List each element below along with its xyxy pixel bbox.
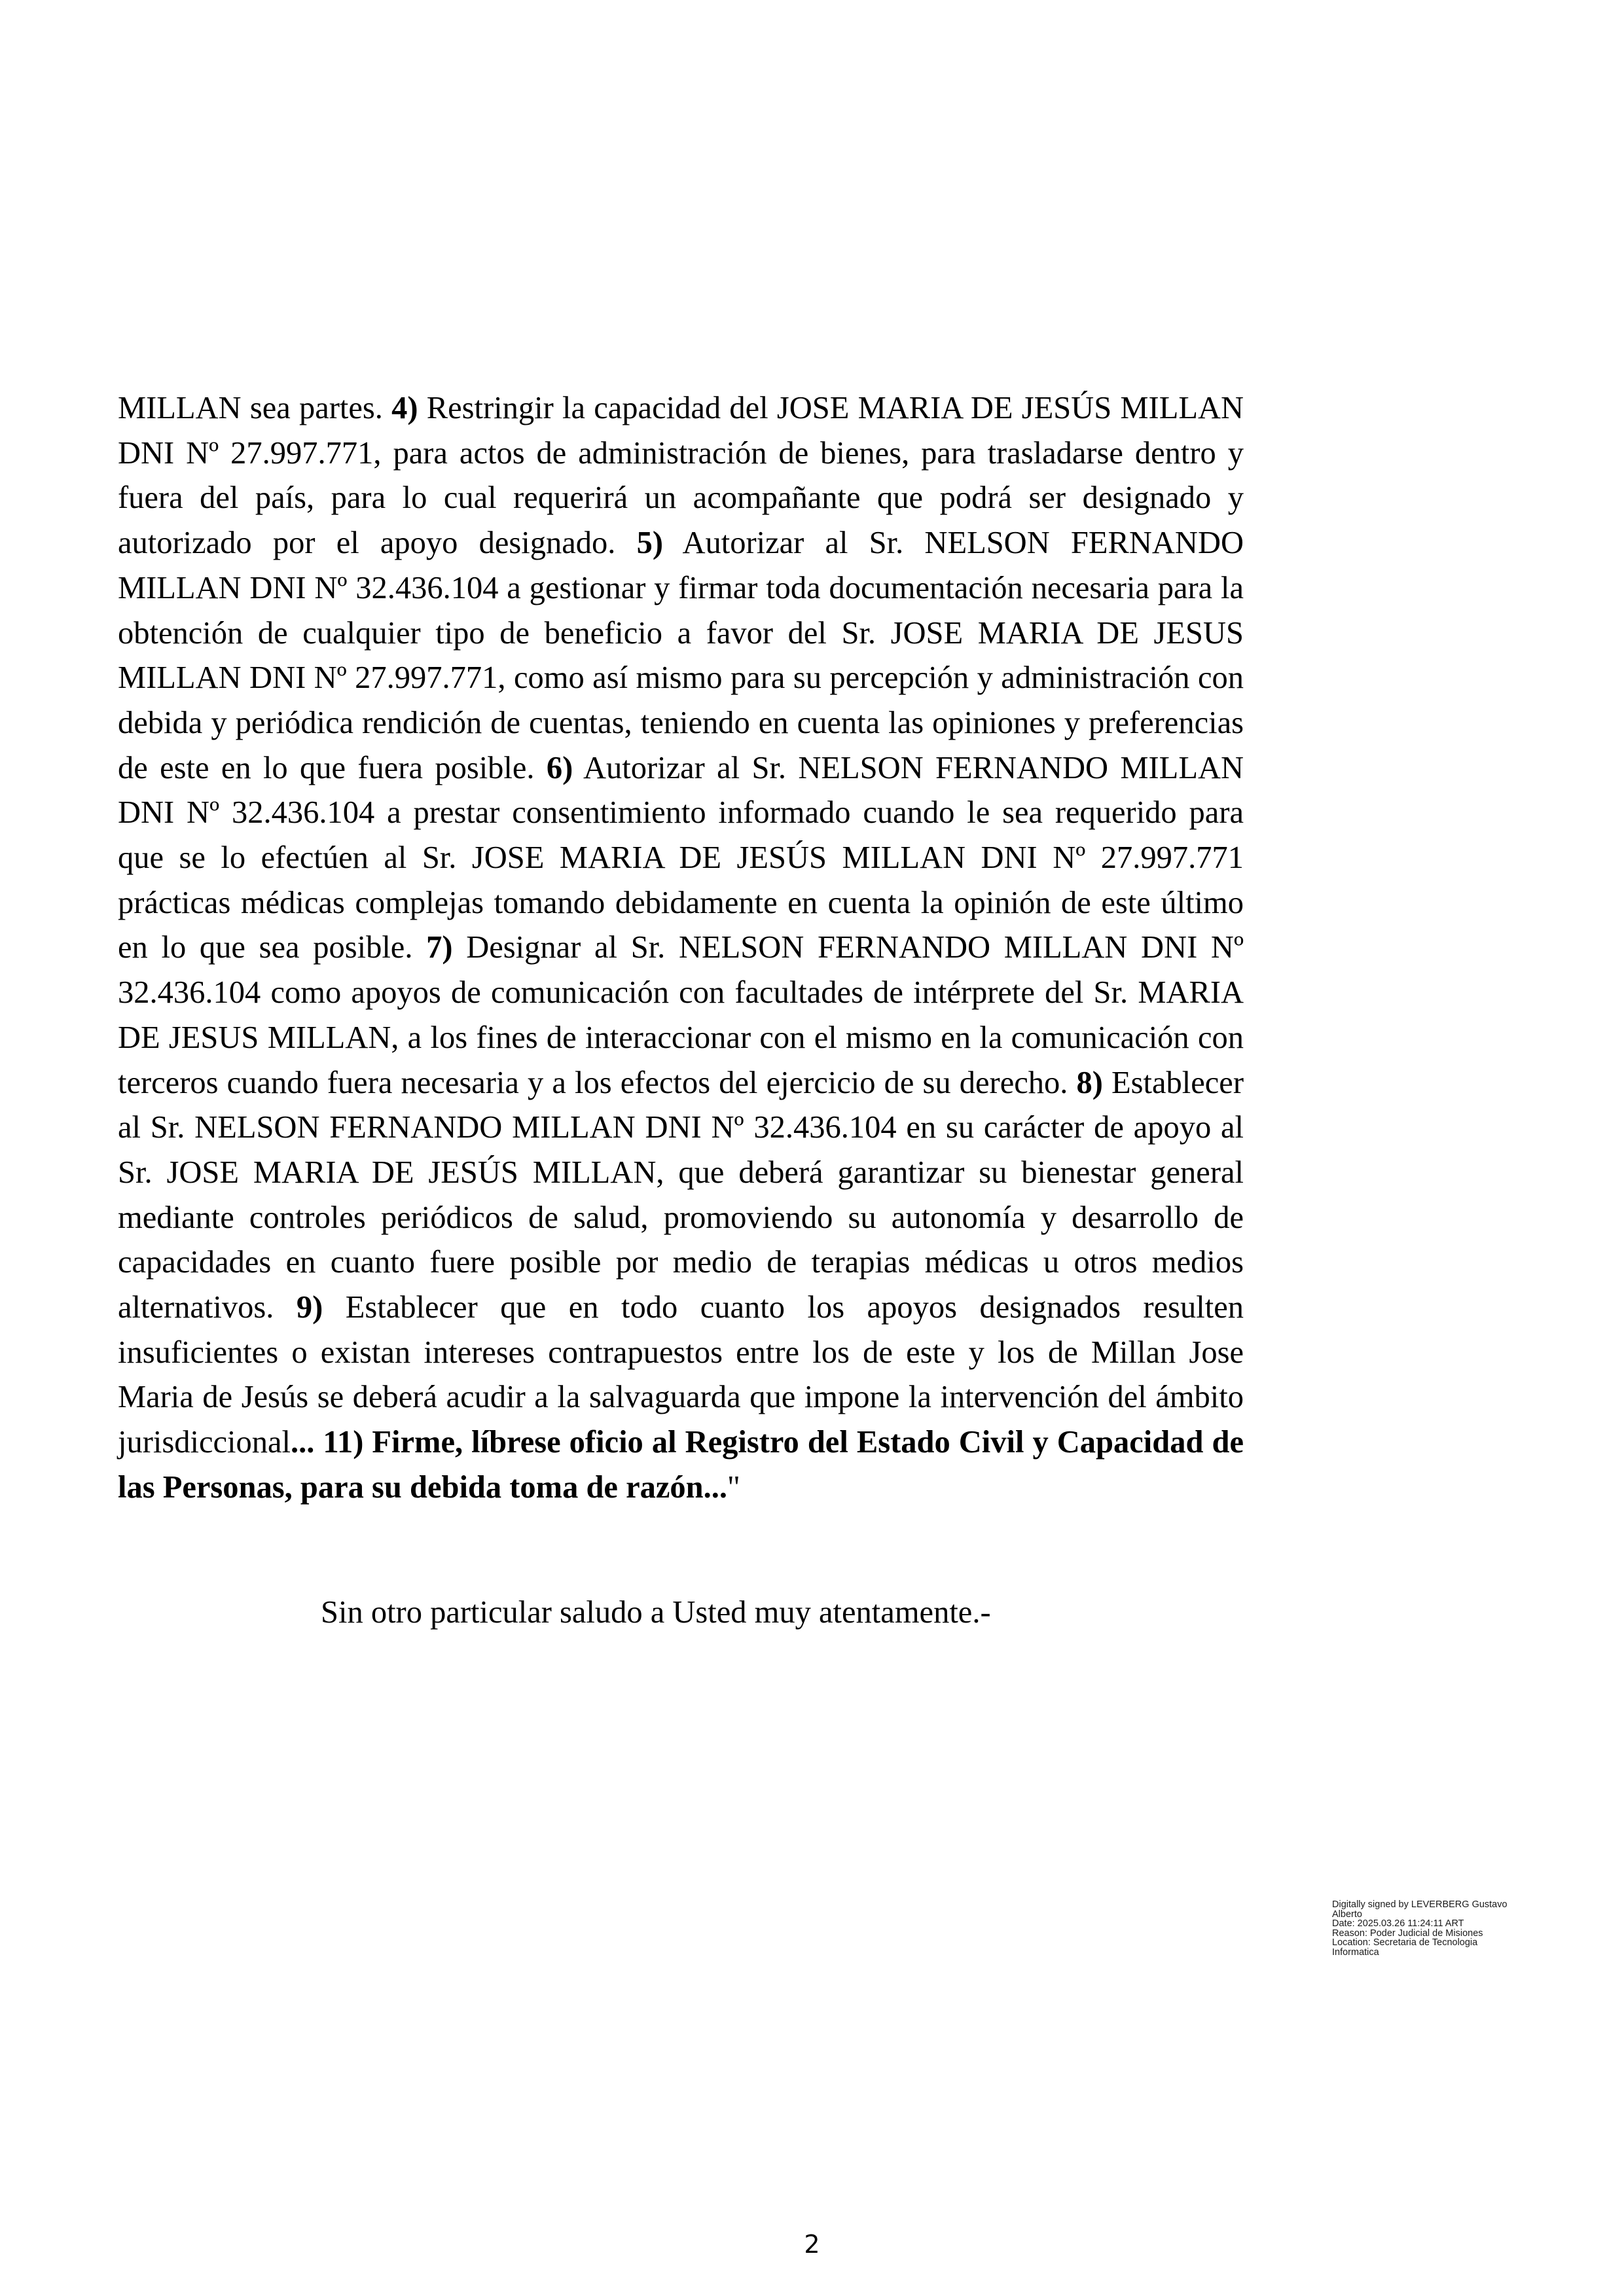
bold-text-run: 8) — [1076, 1065, 1103, 1100]
bold-text-run: 5) — [636, 526, 663, 561]
text-run: Establecer al Sr. NELSON FERNANDO MILLAN DNI Nº 32.436.104 en su carácter de apoyo al Sr. JOSE MARIA DE JESÚS MILLAN, que deberá garantizar su bienestar general mediante controles periódicos de salud, promoviendo su autonomía y desarrollo de capacidades en cuanto fuere posible por medio de terapias médicas u otros medios alternativos. — [118, 1065, 1244, 1325]
page-number: 2 — [804, 2230, 820, 2259]
bold-text-run: 4) — [391, 391, 418, 425]
text-run: Establecer que en todo cuanto los apoyos designados resulten insuficientes o existan intereses contrapuestos entre los de este y los de Millan Jose Maria de Jesús se deberá acudir a la salvaguarda que impone la intervención del ámbito jurisdiccional — [118, 1290, 1244, 1460]
text-run: MILLAN sea partes. — [118, 391, 392, 425]
text-run: Autorizar al Sr. NELSON FERNANDO MILLAN DNI Nº 32.436.104 a prestar consentimiento informado cuando le sea requerido para que se lo efectúen al Sr. JOSE MARIA DE JESÚS MILLAN DNI Nº 27.997.771 prácticas médicas complejas tomando debidamente en cuenta la opinión de este último en lo que sea posible. — [118, 750, 1244, 965]
bold-text-run: ... 11) Firme, líbrese oficio al Registro del Estado Civil y Capacidad de las Personas, para su debida toma de razón... — [118, 1425, 1244, 1505]
signature-signer-cont: Alberto — [1332, 1909, 1362, 1920]
bold-text-run: 6) — [546, 750, 573, 785]
text-run: Designar al Sr. NELSON FERNANDO MILLAN DNI Nº 32.436.104 como apoyos de comunicación con facultades de intérprete del Sr. MARIA DE JESUS MILLAN, a los fines de interaccionar con el mismo en la comunicación con terceros cuando fuera necesaria y a los efectos del ejercicio de su derecho. — [118, 930, 1244, 1100]
digital-signature-stamp — [1332, 1900, 1548, 1958]
signature-date: Date: 2025.03.26 11:24:11 ART — [1332, 1918, 1464, 1929]
bold-text-run: 7) — [426, 930, 453, 965]
closing-line: Sin otro particular saludo a Usted muy atentamente.- — [321, 1595, 991, 1630]
text-run: " — [727, 1469, 740, 1505]
signature-location: Location: Secretaria de Tecnologia — [1332, 1937, 1478, 1948]
signature-reason: Reason: Poder Judicial de Misiones — [1332, 1928, 1483, 1939]
text-run: Restringir la capacidad del JOSE MARIA DE JESÚS MILLAN DNI Nº 27.997.771, para actos de administración de bienes, para trasladarse dentro y fuera del país, para lo cual requerirá un acompañante que podrá ser designado y autorizado por el apoyo designado. — [118, 391, 1244, 561]
signature-location-cont: Informatica — [1332, 1946, 1379, 1958]
signature-signer: Digitally signed by LEVERBERG Gustavo — [1332, 1899, 1507, 1910]
text-run: Autorizar al Sr. NELSON FERNANDO MILLAN DNI Nº 32.436.104 a gestionar y firmar toda documentación necesaria para la obtención de cualquier tipo de beneficio a favor del Sr. JOSE MARIA DE JESUS MILLAN DNI Nº 27.997.771, como así mismo para su percepción y administración con debida y periódica rendición de cuentas, teniendo en cuenta las opiniones y preferencias de este en lo que fuera posible. — [118, 526, 1244, 785]
resolution-paragraph — [118, 386, 1244, 1511]
bold-text-run: 9) — [296, 1290, 323, 1325]
